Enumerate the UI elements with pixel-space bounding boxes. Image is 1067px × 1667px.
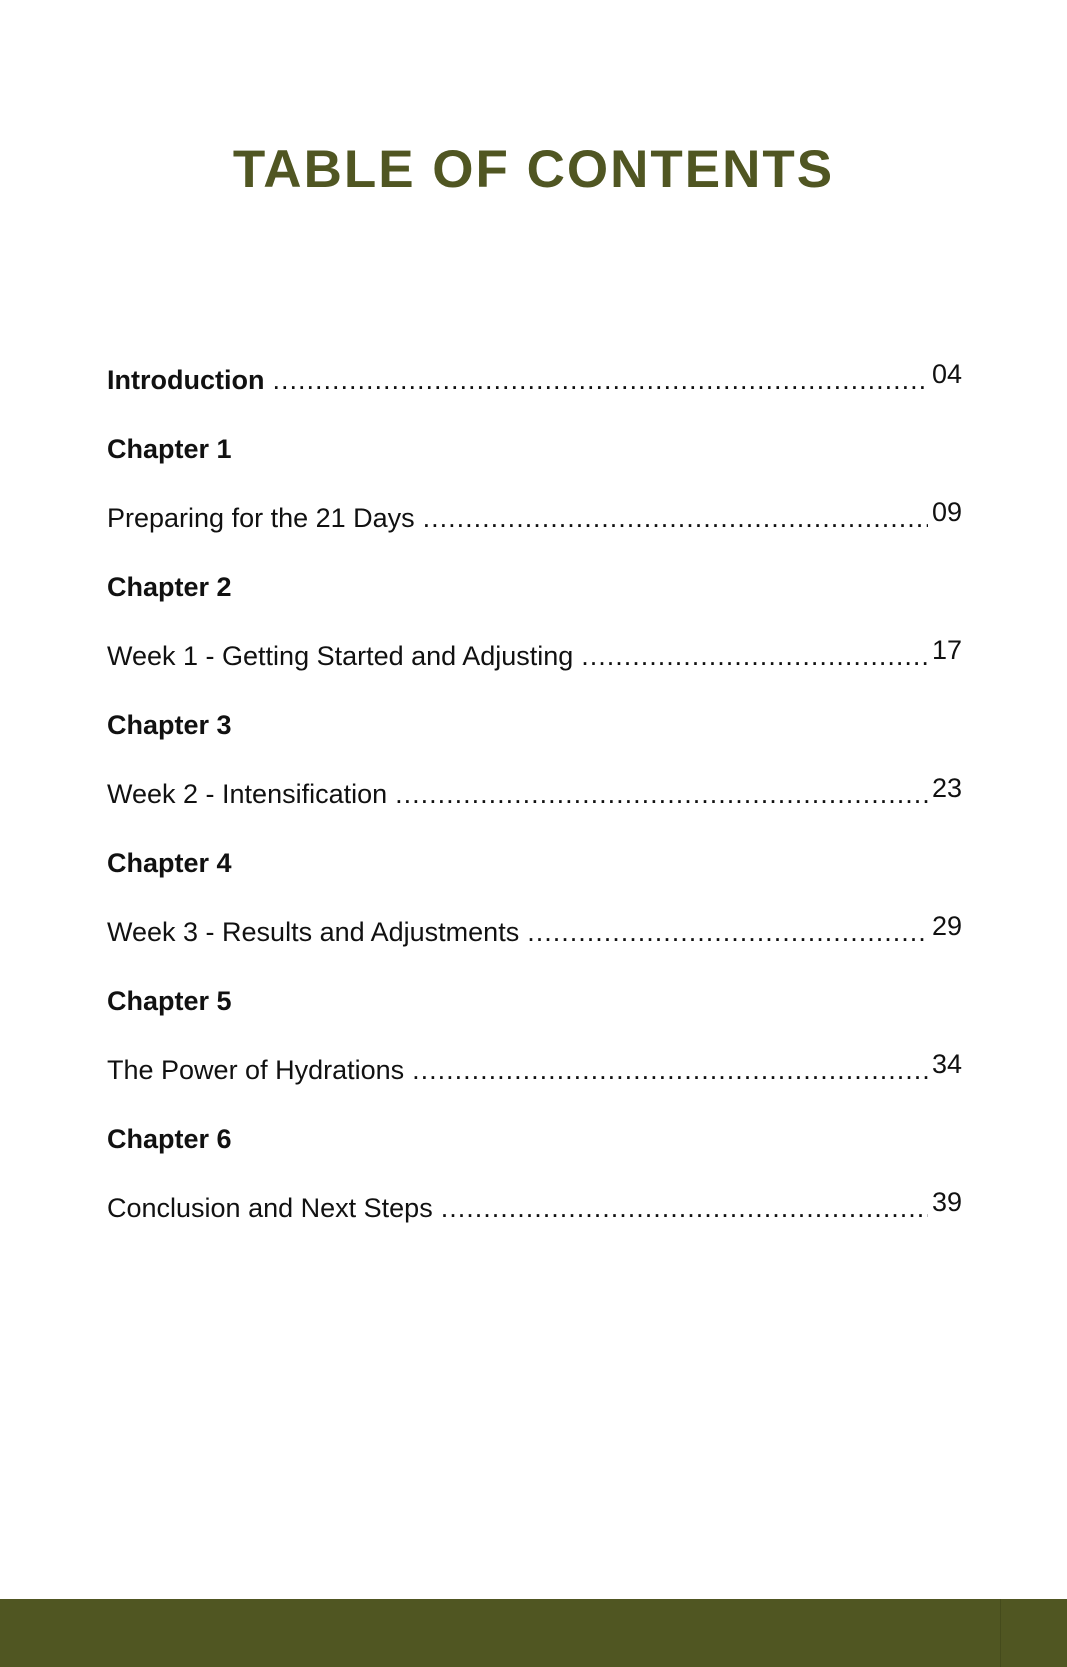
- dot-leader: [272, 358, 927, 402]
- footer-bar: [0, 1599, 1067, 1667]
- toc-entry-label: Week 3 - Results and Adjustments: [107, 917, 520, 947]
- chapter-heading-label: Chapter 4: [107, 848, 232, 878]
- toc-page-number: 39: [931, 1187, 962, 1217]
- footer-divider: [1000, 1599, 1001, 1667]
- toc-entry-label: Introduction: [107, 365, 265, 395]
- page-title: TABLE OF CONTENTS: [232, 140, 835, 199]
- toc-page-number: 17: [931, 635, 962, 665]
- toc-entry-label: Week 2 - Intensification: [107, 779, 388, 809]
- chapter-heading-label: Chapter 1: [107, 434, 232, 464]
- toc-chapter-heading: [107, 565, 962, 634]
- dot-leader: [527, 910, 928, 954]
- toc-chapter-heading: [107, 841, 962, 910]
- chapter-heading-label: Chapter 2: [107, 572, 232, 602]
- toc-page-number: 23: [931, 773, 962, 803]
- dot-leader: [412, 1048, 928, 1092]
- dot-leader: [423, 496, 928, 540]
- toc-chapter-heading: [107, 1117, 962, 1186]
- toc-entry-label: Preparing for the 21 Days: [107, 503, 415, 533]
- toc-page-number: 29: [931, 911, 962, 941]
- toc-page-number: 34: [931, 1049, 962, 1079]
- toc-page-number: 04: [931, 359, 962, 389]
- chapter-heading-label: Chapter 6: [107, 1124, 232, 1154]
- toc-entry-label: The Power of Hydrations: [107, 1055, 405, 1085]
- toc-entry[interactable]: [107, 1048, 962, 1117]
- chapter-heading-label: Chapter 3: [107, 710, 232, 740]
- chapter-heading-label: Chapter 5: [107, 986, 232, 1016]
- dot-leader: [581, 634, 928, 678]
- toc-entry-label: Week 1 - Getting Started and Adjusting: [107, 641, 574, 671]
- toc-chapter-heading: [107, 703, 962, 772]
- toc-chapter-heading: [107, 979, 962, 1048]
- toc-chapter-heading: [107, 427, 962, 496]
- toc-entry[interactable]: [107, 1186, 962, 1255]
- toc-entry-label: Conclusion and Next Steps: [107, 1193, 433, 1223]
- toc-entry-introduction[interactable]: [107, 358, 962, 427]
- toc-entry[interactable]: [107, 496, 962, 565]
- dot-leader: [395, 772, 928, 816]
- toc-entry[interactable]: [107, 634, 962, 703]
- toc-page-number: 09: [931, 497, 962, 527]
- toc-entry[interactable]: [107, 772, 962, 841]
- dot-leader: [441, 1186, 928, 1230]
- table-of-contents: [107, 358, 962, 1255]
- toc-entry[interactable]: [107, 910, 962, 979]
